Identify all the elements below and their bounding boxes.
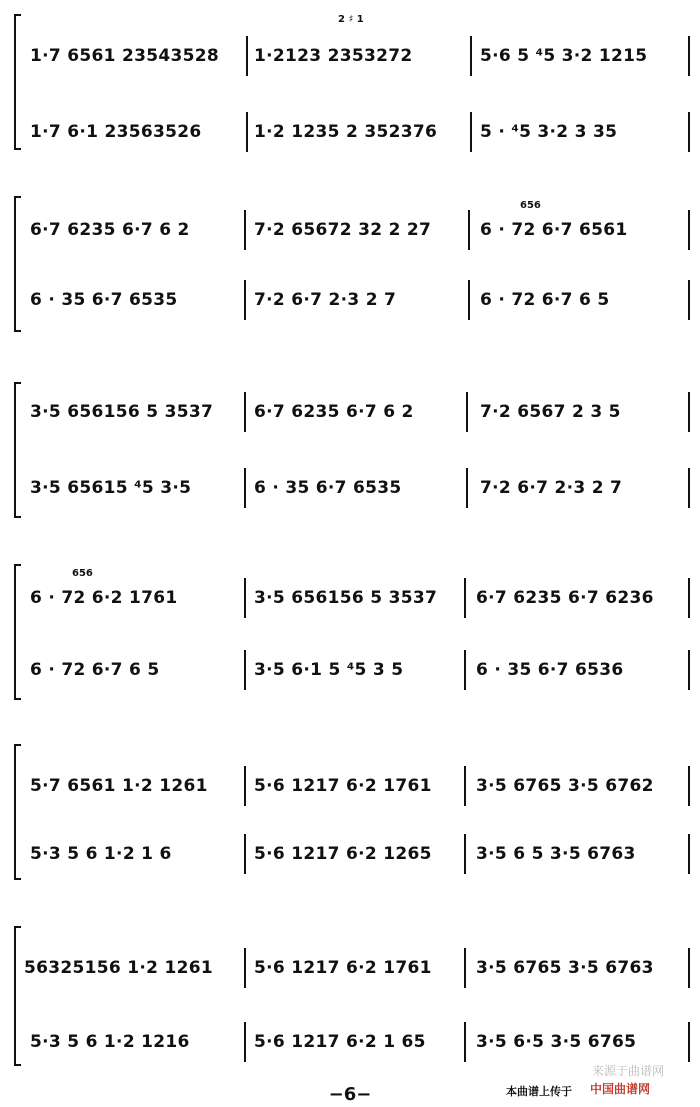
barline (688, 650, 690, 690)
score-system-3 (0, 382, 700, 518)
measure-3: 3·5 6765 3·5 6763 (476, 958, 654, 978)
barline (246, 112, 248, 152)
barline (464, 766, 466, 806)
barline (244, 834, 246, 874)
measure-1: 1·7 6561 23543528 (30, 46, 219, 66)
barline (688, 578, 690, 618)
barline (688, 468, 690, 508)
barline (244, 210, 246, 250)
measure-3: 3·5 6 5 3·5 6763 (476, 844, 636, 864)
barline (244, 468, 246, 508)
measure-3: 7·2 6567 2 3 5 (480, 402, 621, 422)
barline (688, 1022, 690, 1062)
upper-staff (0, 392, 700, 432)
barline (688, 834, 690, 874)
barline (688, 112, 690, 152)
grace-notes: 656 (520, 200, 541, 211)
measure-2: 7·2 65672 32 2 27 (254, 220, 432, 240)
barline (464, 650, 466, 690)
measure-2: 3·5 6·1 5 ⁴5 3 5 (254, 660, 404, 680)
measure-3: 3·5 6765 3·5 6762 (476, 776, 654, 796)
barline (464, 578, 466, 618)
score-system-6 (0, 926, 700, 1062)
barline (470, 36, 472, 76)
measure-2: 1·2 1235 2 352376 (254, 122, 438, 142)
barline (466, 468, 468, 508)
measure-2: 6 · 35 6·7 6535 (254, 478, 402, 498)
upper-staff (0, 766, 700, 806)
page-number: −6− (328, 1084, 372, 1105)
barline (244, 1022, 246, 1062)
score-system-1 (0, 14, 700, 150)
measure-1: 5·7 6561 1·2 1261 (30, 776, 208, 796)
measure-2: 1·2123 2353272 (254, 46, 413, 66)
measure-1: 6 · 72 6·7 6 5 (30, 660, 160, 680)
grace-notes: 656 (72, 568, 93, 579)
measure-1: 56325156 1·2 1261 (24, 958, 213, 978)
lower-staff (0, 834, 700, 874)
upper-staff (0, 210, 700, 250)
measure-3: 5 · ⁴5 3·2 3 35 (480, 122, 618, 142)
measure-2: 3·5 656156 5 3537 (254, 588, 438, 608)
measure-2: 6·7 6235 6·7 6 2 (254, 402, 414, 422)
measure-3: 6 · 72 6·7 6 5 (480, 290, 610, 310)
score-system-5 (0, 744, 700, 880)
barline (464, 948, 466, 988)
lower-staff (0, 112, 700, 152)
upper-staff (0, 578, 700, 618)
lower-staff (0, 468, 700, 508)
barline (468, 280, 470, 320)
score-system-2 (0, 196, 700, 332)
measure-3: 6 · 35 6·7 6536 (476, 660, 624, 680)
upper-staff (0, 948, 700, 988)
measure-1: 6·7 6235 6·7 6 2 (30, 220, 190, 240)
grace-notes: 2 ♯ 1 (338, 14, 364, 25)
measure-3: 5·6 5 ⁴5 3·2 1215 (480, 46, 648, 66)
score-system-4 (0, 564, 700, 700)
measure-2: 5·6 1217 6·2 1 65 (254, 1032, 426, 1052)
barline (244, 392, 246, 432)
measure-1: 5·3 5 6 1·2 1 6 (30, 844, 172, 864)
measure-1: 3·5 656156 5 3537 (30, 402, 214, 422)
barline (688, 766, 690, 806)
upper-staff (0, 36, 700, 76)
barline (688, 210, 690, 250)
barline (244, 578, 246, 618)
barline (244, 766, 246, 806)
measure-1: 6 · 35 6·7 6535 (30, 290, 178, 310)
barline (244, 650, 246, 690)
measure-2: 5·6 1217 6·2 1265 (254, 844, 432, 864)
measure-2: 5·6 1217 6·2 1761 (254, 958, 432, 978)
upload-note: 本曲谱上传于 (506, 1085, 572, 1098)
lower-staff (0, 650, 700, 690)
measure-1: 6 · 72 6·2 1761 (30, 588, 178, 608)
barline (688, 948, 690, 988)
measure-1: 3·5 65615 ⁴5 3·5 (30, 478, 192, 498)
measure-2: 7·2 6·7 2·3 2 7 (254, 290, 397, 310)
measure-1: 5·3 5 6 1·2 1216 (30, 1032, 190, 1052)
measure-1: 1·7 6·1 23563526 (30, 122, 202, 142)
measure-3: 7·2 6·7 2·3 2 7 (480, 478, 623, 498)
barline (246, 36, 248, 76)
barline (464, 834, 466, 874)
barline (244, 948, 246, 988)
barline (468, 210, 470, 250)
barline (466, 392, 468, 432)
lower-staff (0, 280, 700, 320)
barline (470, 112, 472, 152)
watermark-text: 来源于曲谱网 (592, 1064, 665, 1078)
barline (688, 36, 690, 76)
measure-2: 5·6 1217 6·2 1761 (254, 776, 432, 796)
barline (688, 280, 690, 320)
barline (464, 1022, 466, 1062)
site-logo: 中国曲谱网 (590, 1082, 651, 1096)
lower-staff (0, 1022, 700, 1062)
measure-3: 6 · 72 6·7 6561 (480, 220, 628, 240)
barline (244, 280, 246, 320)
measure-3: 6·7 6235 6·7 6236 (476, 588, 654, 608)
barline (688, 392, 690, 432)
measure-3: 3·5 6·5 3·5 6765 (476, 1032, 637, 1052)
